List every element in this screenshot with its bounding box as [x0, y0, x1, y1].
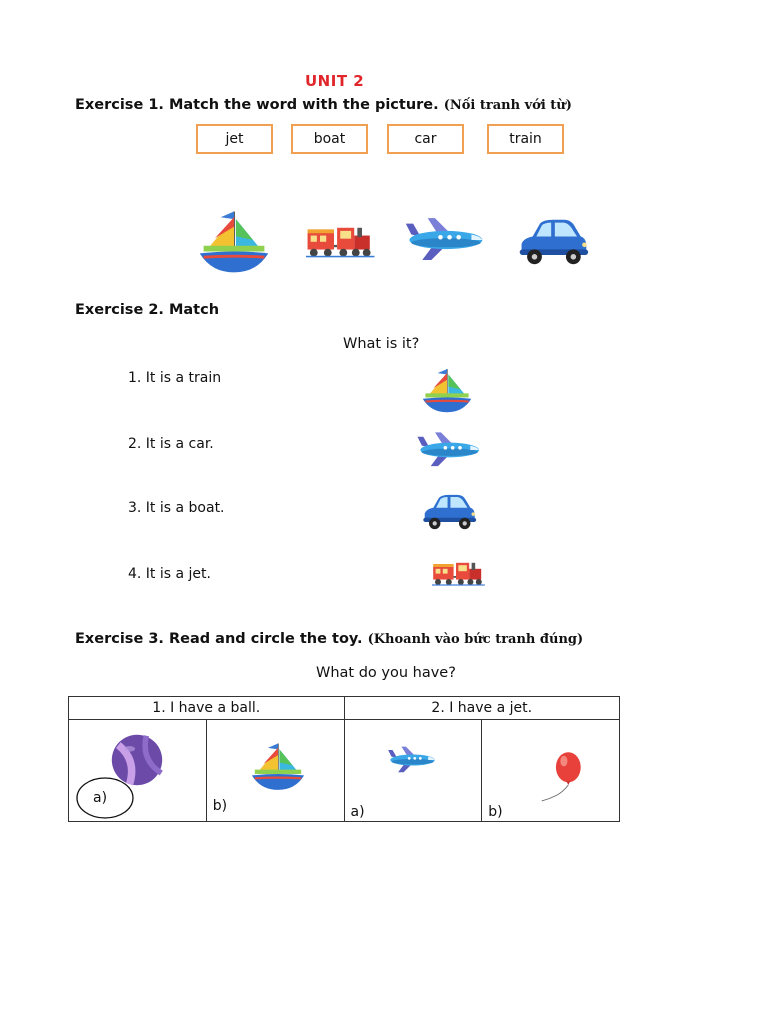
- word-box-train[interactable]: [487, 124, 564, 154]
- word-label: jet: [225, 131, 244, 147]
- car-icon[interactable]: [420, 492, 478, 532]
- jet-icon[interactable]: [387, 742, 437, 778]
- word-label: car: [414, 131, 437, 147]
- exercise3-table: [68, 696, 620, 822]
- word-box-car[interactable]: [387, 124, 464, 154]
- exercise3-heading-text: Exercise 3. Read and circle the toy.: [75, 631, 363, 647]
- match-item[interactable]: 1. It is a train: [128, 370, 222, 386]
- word-box-boat[interactable]: [291, 124, 368, 154]
- option-cell-2a[interactable]: [344, 720, 482, 822]
- word-box-jet[interactable]: [196, 124, 273, 154]
- exercise3-question: What do you have?: [316, 665, 456, 681]
- exercise3-heading: [75, 631, 583, 647]
- boat-icon[interactable]: [196, 206, 272, 276]
- exercise2-question: What is it?: [343, 336, 420, 352]
- boat-icon[interactable]: [249, 740, 307, 792]
- train-icon[interactable]: [306, 220, 376, 262]
- option-label: b): [212, 798, 228, 814]
- option-label: a): [350, 804, 365, 820]
- jet-icon[interactable]: [416, 428, 482, 472]
- column-header: 1. I have a ball.: [69, 697, 345, 720]
- option-cell-2b[interactable]: [482, 720, 620, 822]
- match-item[interactable]: 4. It is a jet.: [128, 566, 211, 582]
- option-cell-1a[interactable]: [69, 720, 207, 822]
- exercise1-heading-vi: (Nối tranh với từ): [443, 98, 572, 113]
- boat-icon[interactable]: [420, 366, 474, 414]
- jet-icon[interactable]: [404, 212, 486, 268]
- exercise2-heading: Exercise 2. Match: [75, 302, 220, 318]
- match-item[interactable]: 2. It is a car.: [128, 436, 214, 452]
- option-label: b): [488, 804, 503, 820]
- option-label: a): [93, 790, 108, 806]
- exercise3-heading-vi: (Khoanh vào bức tranh đúng): [367, 632, 584, 647]
- column-header: 2. I have a jet.: [344, 697, 620, 720]
- exercise1-heading-text: Exercise 1. Match the word with the picture.: [75, 97, 439, 113]
- train-icon[interactable]: [432, 558, 486, 588]
- car-icon[interactable]: [516, 216, 590, 268]
- word-label: boat: [313, 131, 346, 147]
- word-label: train: [509, 131, 542, 147]
- option-cell-1b[interactable]: [206, 720, 344, 822]
- unit-title: UNIT 2: [305, 72, 365, 90]
- exercise1-heading: [75, 97, 572, 113]
- balloon-icon[interactable]: [536, 746, 590, 808]
- match-item[interactable]: 3. It is a boat.: [128, 500, 225, 516]
